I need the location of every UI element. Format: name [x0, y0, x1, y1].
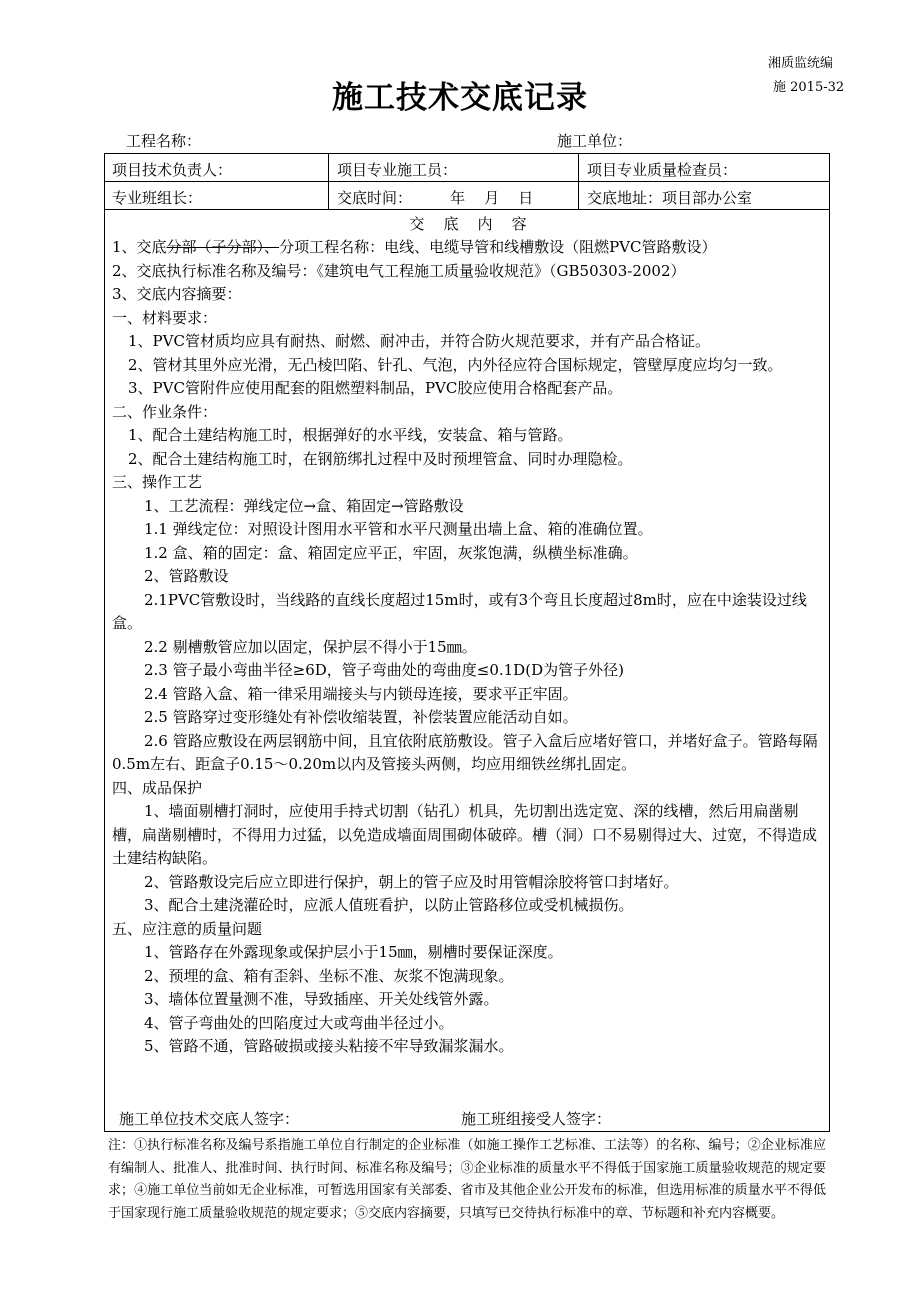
doc-code-line2: 施 2015-32	[773, 80, 845, 95]
content-paragraph: 1、墙面剔槽打洞时，应使用手持式切割（钻孔）机具，先切割出选定宽、深的线槽，然后用扁凿剔槽，扁凿剔槽时，不得用力过猛，以免造成墙面周围砌体破碎。槽（洞）口不易剔得过大、过宽，不得造成土建结构缺陷。	[112, 802, 818, 867]
section-heading: 五、应注意的质量问题	[112, 919, 263, 938]
content-line: 2、交底执行标准名称及编号：《建筑电气工程施工质量验收规范》（GB50303-2002）	[112, 261, 686, 280]
content-line: 2.4 管路入盒、箱一律采用端接头与内锁母连接，要求平正牢固。	[144, 684, 578, 703]
content-line: 1.2 盒、箱的固定：盒、箱固定应平正，牢固，灰浆饱满，纵横坐标准确。	[144, 543, 638, 562]
column-divider	[578, 154, 579, 209]
section-heading: 一、材料要求：	[112, 308, 218, 327]
content-line: 1、配合土建结构施工时，根据弹好的水平线，安装盒、箱与管路。	[128, 426, 573, 444]
content-line: 4、管子弯曲处的凹陷度过大或弯曲半径过小。	[144, 1013, 454, 1032]
content-line: 1、工艺流程：弹线定位→盒、箱固定→管路敷设	[144, 496, 464, 515]
content-line: 2、配合土建结构施工时，在钢筋绑扎过程中及时预埋管盒、同时办理隐检。	[128, 449, 633, 468]
content-line: 3、配合土建浇灌砼时，应派人值班看护，以防止管路移位或受机械损伤。	[144, 896, 634, 914]
construction-staff-label: 项目专业施工员：	[337, 161, 458, 179]
content-line: 5、管路不通，管路破损或接头粘接不牢导致漏浆漏水。	[144, 1037, 514, 1055]
content-line: 2、管路敷设	[144, 567, 229, 585]
disclosure-content	[112, 236, 828, 1059]
content-line: 2、预埋的盒、箱有歪斜、坐标不准、灰浆不饱满现象。	[144, 966, 514, 985]
doc-code-line1: 湘质监统编	[768, 56, 834, 71]
footnote: 注：①执行标准名称及编号系指施工单位自行制定的企业标准（如施工操作工艺标准、工法等）的名称、编号；②企业标准应有编制人、批准人、批准时间、执行时间、标准名称及编号；③企业标准的质量水平不得低于国家施工质量验收规范的规定要求；④施工单位当前如无企业标准，可暂选用国家有关部委、省市及其他企业公开发布的标准，但选用标准的质量水平不得低于国家现行施工质量验收规范的规定要求；⑤交底内容摘要，只填写已交待执行标准中的章、节标题和补充内容概要。	[108, 1138, 826, 1221]
column-divider	[328, 154, 329, 209]
project-name-label: 工程名称：	[126, 132, 202, 150]
content-line: 1、管路存在外露现象或保护层小于15㎜，剔槽时要保证深度。	[144, 943, 563, 961]
team-leader-label: 专业班组长：	[112, 189, 203, 207]
content-line: 3、交底内容摘要：	[112, 285, 242, 303]
record-form	[104, 153, 830, 1132]
content-line: 3、墙体位置量测不准，导致插座、开关处线管外露。	[144, 990, 499, 1008]
page-title: 施工技术交底记录	[332, 80, 588, 116]
disclosure-signature-label: 施工单位技术交底人签字：	[119, 1110, 300, 1128]
row-divider	[105, 209, 829, 210]
construction-unit-label: 施工单位：	[557, 132, 633, 150]
row-divider	[105, 181, 829, 182]
content-line: 2.5 管路穿过变形缝处有补偿收缩装置，补偿装置应能活动自如。	[144, 708, 578, 726]
content-line: 2、管材其里外应光滑，无凸棱凹陷、针孔、气泡，内外径应符合国标规定，管壁厚度应均匀一致。	[128, 355, 783, 374]
content-paragraph: 2.6 管路应敷设在两层钢筋中间，且宜依附底筋敷设。管子入盒后应堵好管口，并堵好盒子。管路每隔0.5m左右、距盒子0.15～0.20m以内及管接头两侧，均应用细铁丝绑扎固定。	[112, 731, 818, 773]
content-line: 2.3 管子最小弯曲半径≥6D，管子弯曲处的弯曲度≤0.1D(D为管子外径)	[144, 661, 624, 679]
disclosure-time: 交底时间： 年 月 日	[337, 189, 534, 207]
content-line: 1、PVC管材质均应具有耐热、耐燃、耐冲击，并符合防火规范要求，并有产品合格证。	[128, 332, 710, 350]
content-heading: 交 底 内 容	[409, 215, 527, 233]
quality-inspector-label: 项目专业质量检查员：	[587, 161, 738, 179]
content-paragraph: 2.1PVC管敷设时，当线路的直线长度超过15m时，或有3个弯且长度超过8m时，应在中途装设过线盒。	[112, 590, 807, 632]
tech-lead-label: 项目技术负责人：	[112, 161, 233, 179]
content-line: 2.2 剔槽敷管应加以固定，保护层不得小于15㎜。	[144, 637, 477, 656]
content-line: 1、交底分部（子分部）、分项工程名称：电线、电缆导管和线槽敷设（阻燃PVC管路敷设）	[112, 238, 717, 256]
content-line: 2、管路敷设完后应立即进行保护，朝上的管子应及时用管帽涂胶将管口封堵好。	[144, 872, 679, 891]
receiver-signature-label: 施工班组接受人签字：	[461, 1110, 612, 1128]
section-heading: 二、作业条件：	[112, 402, 218, 421]
content-line: 1.1 弹线定位：对照设计图用水平管和水平尺测量出墙上盒、箱的准确位置。	[144, 520, 653, 538]
section-heading: 三、操作工艺	[112, 473, 203, 491]
disclosure-location: 交底地址：项目部办公室	[587, 189, 753, 207]
section-heading: 四、成品保护	[112, 778, 203, 797]
content-line: 3、PVC管附件应使用配套的阻燃塑料制品，PVC胶应使用合格配套产品。	[128, 379, 623, 397]
